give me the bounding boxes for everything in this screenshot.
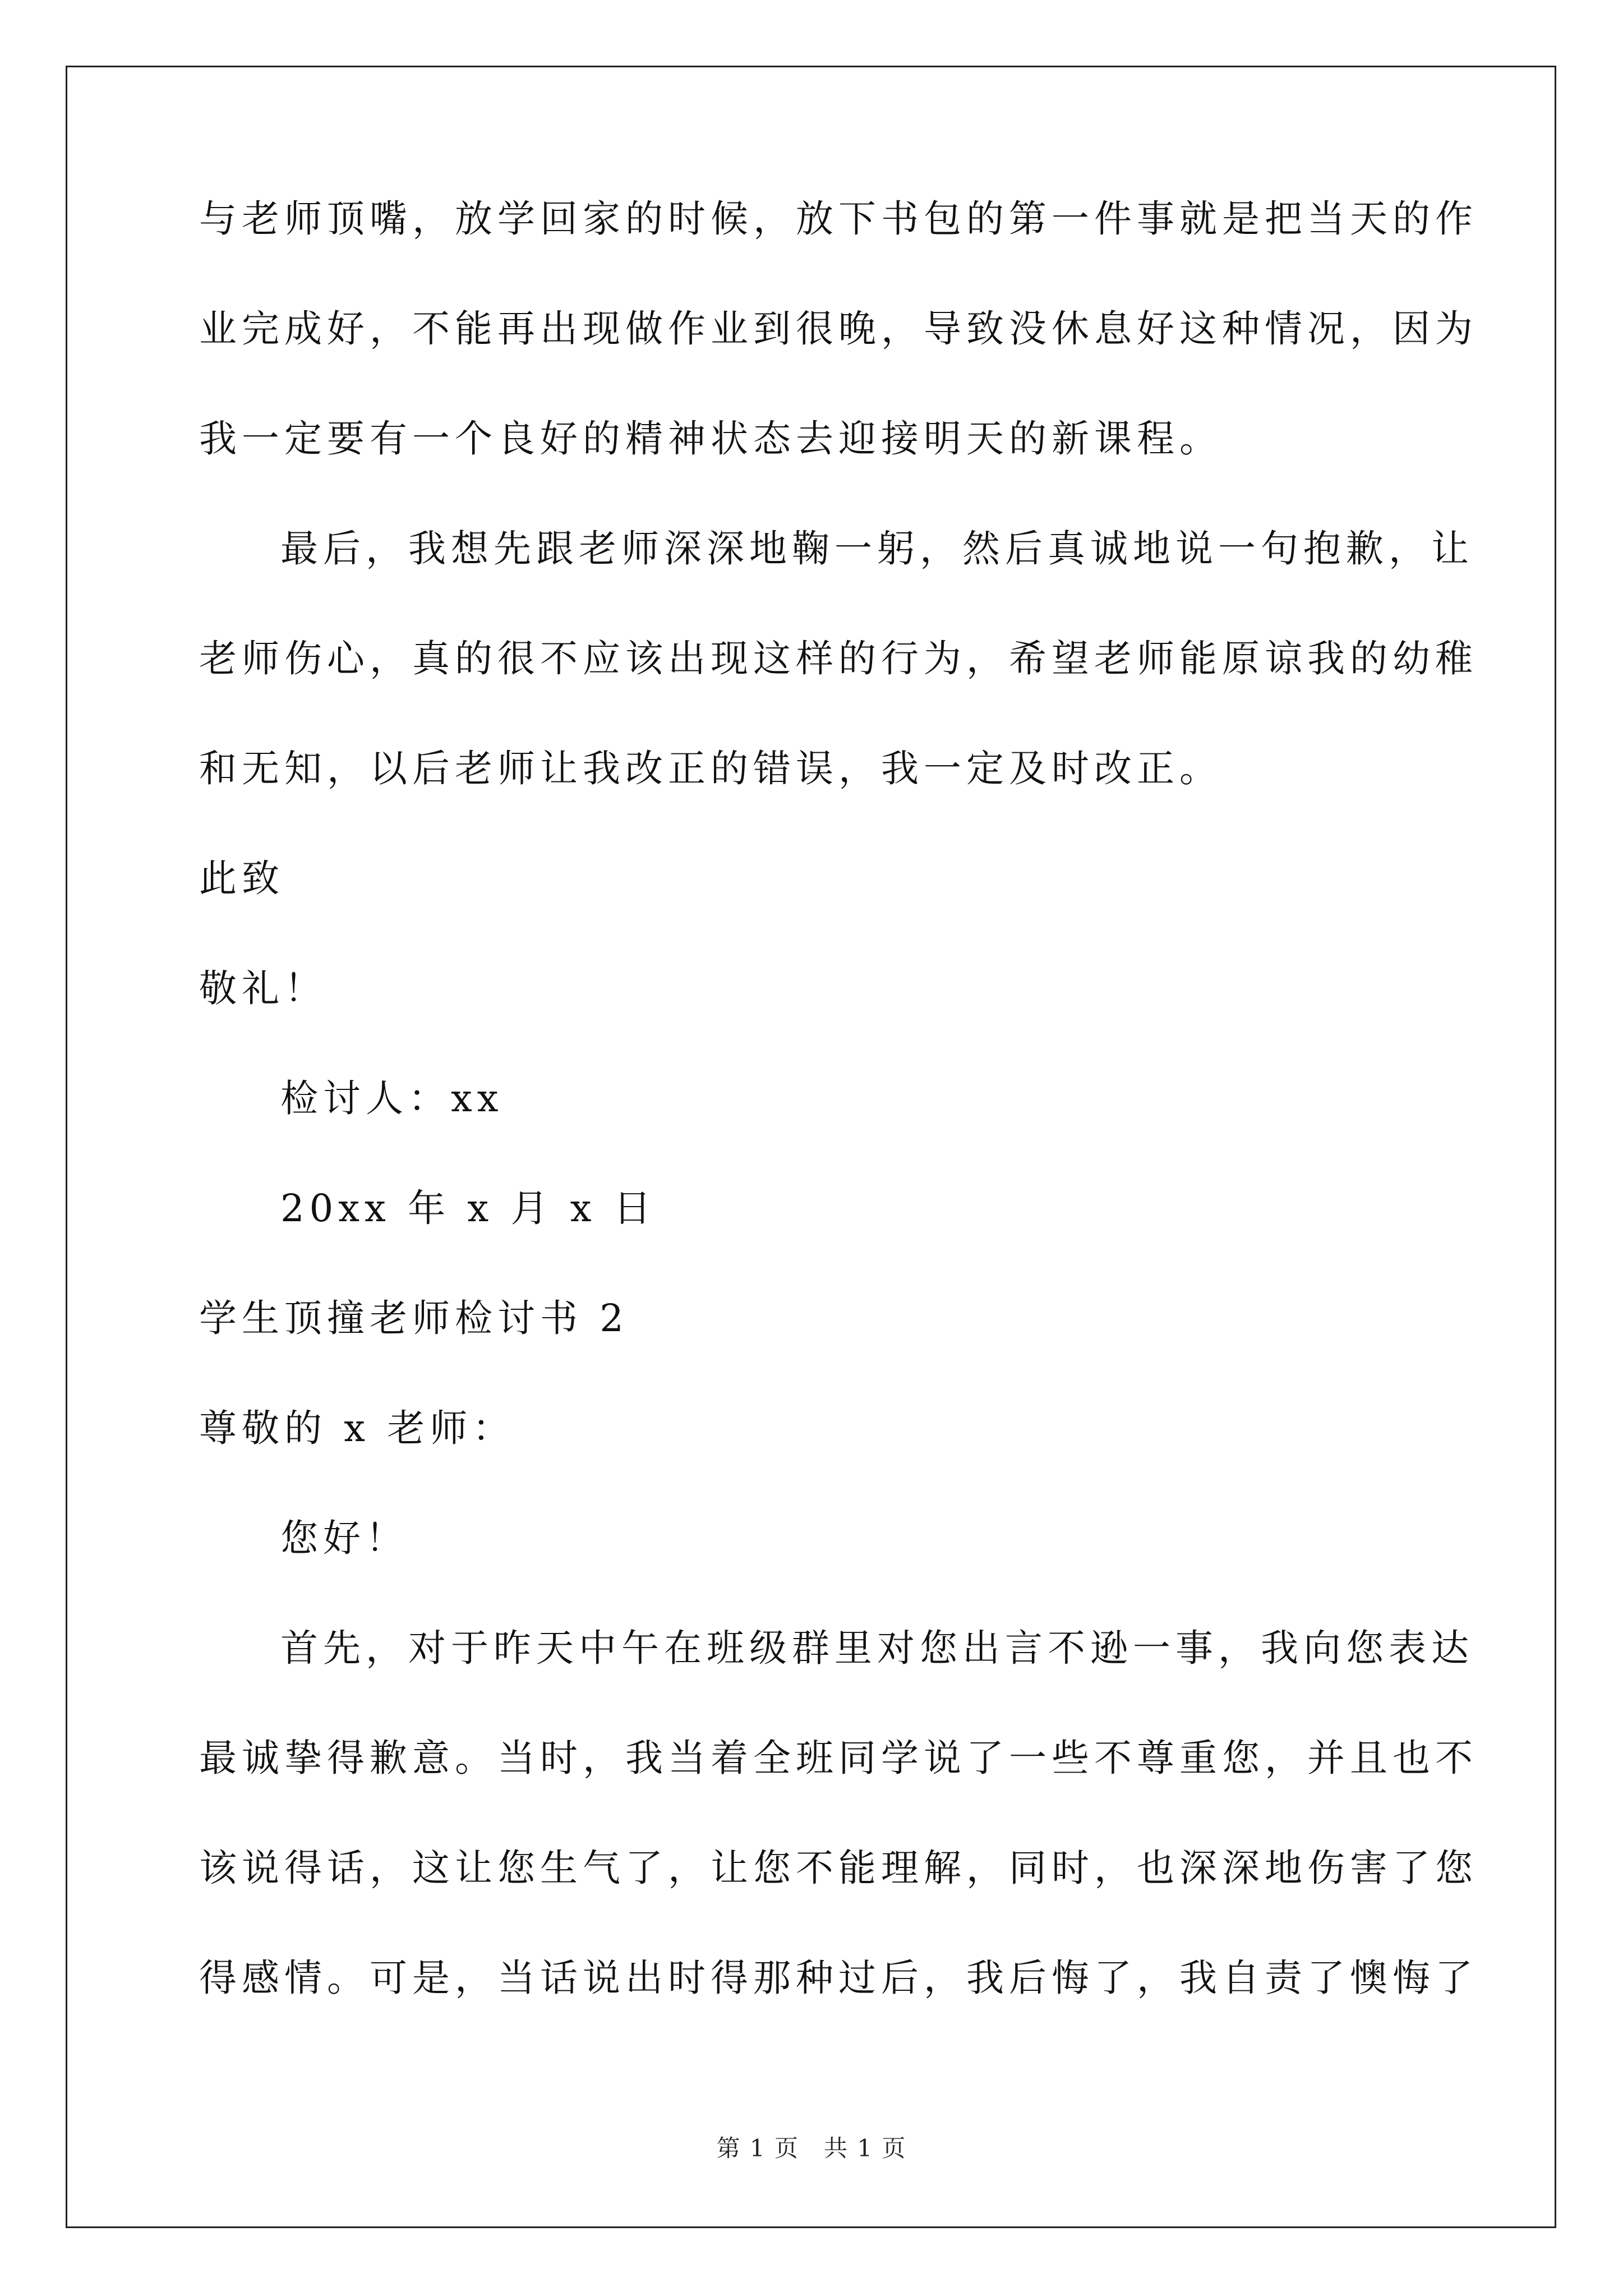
greeting-hello: 您好！ [280,1516,408,1560]
paragraph-line: 该说得话，这让您生气了，让您不能理解，同时，也深深地伤害了您 [199,1846,1478,1890]
paragraph-line: 最诚挚得歉意。当时，我当着全班同学说了一些不尊重您，并且也不 [199,1736,1478,1780]
paragraph-line: 与老师顶嘴，放学回家的时候，放下书包的第一件事就是把当天的作 [199,197,1478,241]
paragraph-line: 业完成好，不能再出现做作业到很晚，导致没休息好这种情况，因为 [199,307,1478,351]
closing-regards: 敬礼！ [199,967,327,1010]
page-border [66,66,1556,2228]
date-line: 20xx 年 x 月 x 日 [280,1186,656,1230]
greeting-line: 尊敬的 x 老师： [199,1406,515,1450]
page-number: 第 1 页 共 1 页 [716,2134,907,2162]
section-title: 学生顶撞老师检讨书 2 [199,1296,629,1340]
paragraph-line: 和无知，以后老师让我改正的错误，我一定及时改正。 [199,747,1222,790]
paragraph-line: 我一定要有一个良好的精神状态去迎接明天的新课程。 [199,417,1222,461]
closing-salutation: 此致 [199,857,284,900]
paragraph-line: 得感情。可是，当话说出时得那种过后，我后悔了，我自责了懊悔了 [199,1956,1478,2000]
signature-line: 检讨人：xx [280,1076,504,1120]
paragraph-line: 最后，我想先跟老师深深地鞠一躬，然后真诚地说一句抱歉，让 [280,527,1474,570]
paragraph-line: 首先，对于昨天中午在班级群里对您出言不逊一事，我向您表达 [280,1626,1474,1670]
paragraph-line: 老师伤心，真的很不应该出现这样的行为，希望老师能原谅我的幼稚 [199,637,1478,680]
